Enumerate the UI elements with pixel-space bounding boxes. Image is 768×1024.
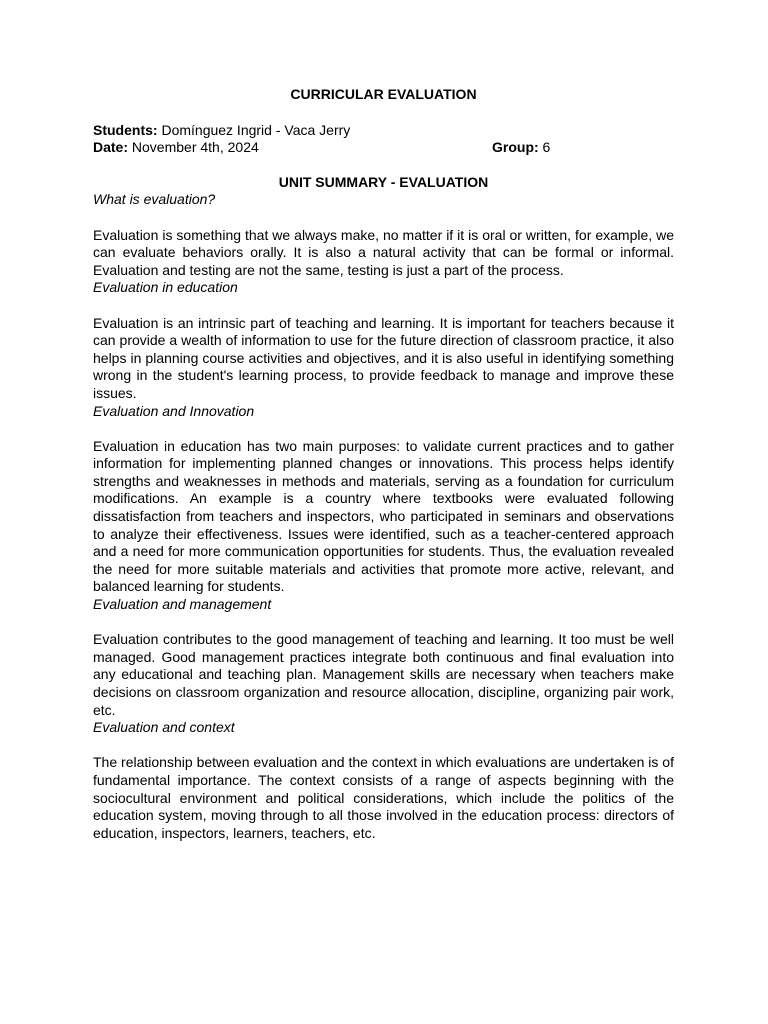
section-heading: What is evaluation? <box>93 191 216 208</box>
section-what-is-evaluation <box>93 191 674 279</box>
section-heading: Evaluation and context <box>93 719 235 736</box>
section-body: Evaluation is an intrinsic part of teaching and learning. It is important for teachers because it can provide a wealth of information to use for the future direction of classroom practice, it also helps in planning course activities and objectives, and it is also useful in identifying something wrong in the student's learning process, to provide feedback to manage and improve these issues. <box>93 314 674 401</box>
document-title: CURRICULAR EVALUATION <box>290 86 477 102</box>
unit-title: UNIT SUMMARY - EVALUATION <box>278 173 489 190</box>
students-line <box>93 122 674 140</box>
section-body: Evaluation in education has two main purposes: to validate current practices and to gather information for implementing planned changes or innovations. This process helps identify strengths and weaknesses in methods and materials, serving as a foundation for curriculum modifications. An example is a country where textbooks were evaluated following dissatisfaction from teachers and inspectors, who participated in seminars and observations to analyze their effectiveness. Issues were identified, such as a teacher-centered approach and a need for more communication opportunities for students. Thus, the evaluation revealed the need for more suitable materials and activities that promote more active, relevant, and balanced learning for students. <box>93 437 674 595</box>
date-group-line <box>93 139 674 157</box>
date-value: November 4th, 2024 <box>131 139 259 156</box>
section-evaluation-in-education <box>93 279 674 402</box>
students-label: Students: <box>93 121 158 138</box>
date-label: Date: <box>93 139 129 156</box>
students-value: Domínguez Ingrid - Vaca Jerry <box>161 121 351 138</box>
document-page <box>93 86 674 842</box>
section-body: The relationship between evaluation and the context in which evaluations are undertaken is of fundamental importance. The context consists of a range of aspects beginning with the sociocultural environment and political considerations, which include the politics of the education system, moving through to all those involved in the education process: directors of education, inspectors, learners, teachers, etc. <box>93 754 674 841</box>
section-evaluation-and-context <box>93 719 674 842</box>
section-heading: Evaluation and management <box>93 596 272 613</box>
section-body: Evaluation contributes to the good management of teaching and learning. It too must be well managed. Good management practices integrate both continuous and final evaluation into any educational and teaching plan. Management skills are necessary when teachers make decisions on classroom organization and resource allocation, discipline, organizing pair work, etc. <box>93 631 674 718</box>
group-label: Group: <box>492 139 539 156</box>
group-value: 6 <box>542 139 551 156</box>
group-info <box>492 139 550 157</box>
section-body: Evaluation is something that we always make, no matter if it is oral or written, for example, we can evaluate behaviors orally. It is also a natural activity that can be formal or informal. Evaluation and testing are not the same, testing is just a part of the process. <box>93 226 674 278</box>
section-heading: Evaluation and Innovation <box>93 402 255 419</box>
section-evaluation-and-innovation <box>93 403 674 597</box>
section-evaluation-and-management <box>93 596 674 719</box>
section-heading: Evaluation in education <box>93 279 238 296</box>
